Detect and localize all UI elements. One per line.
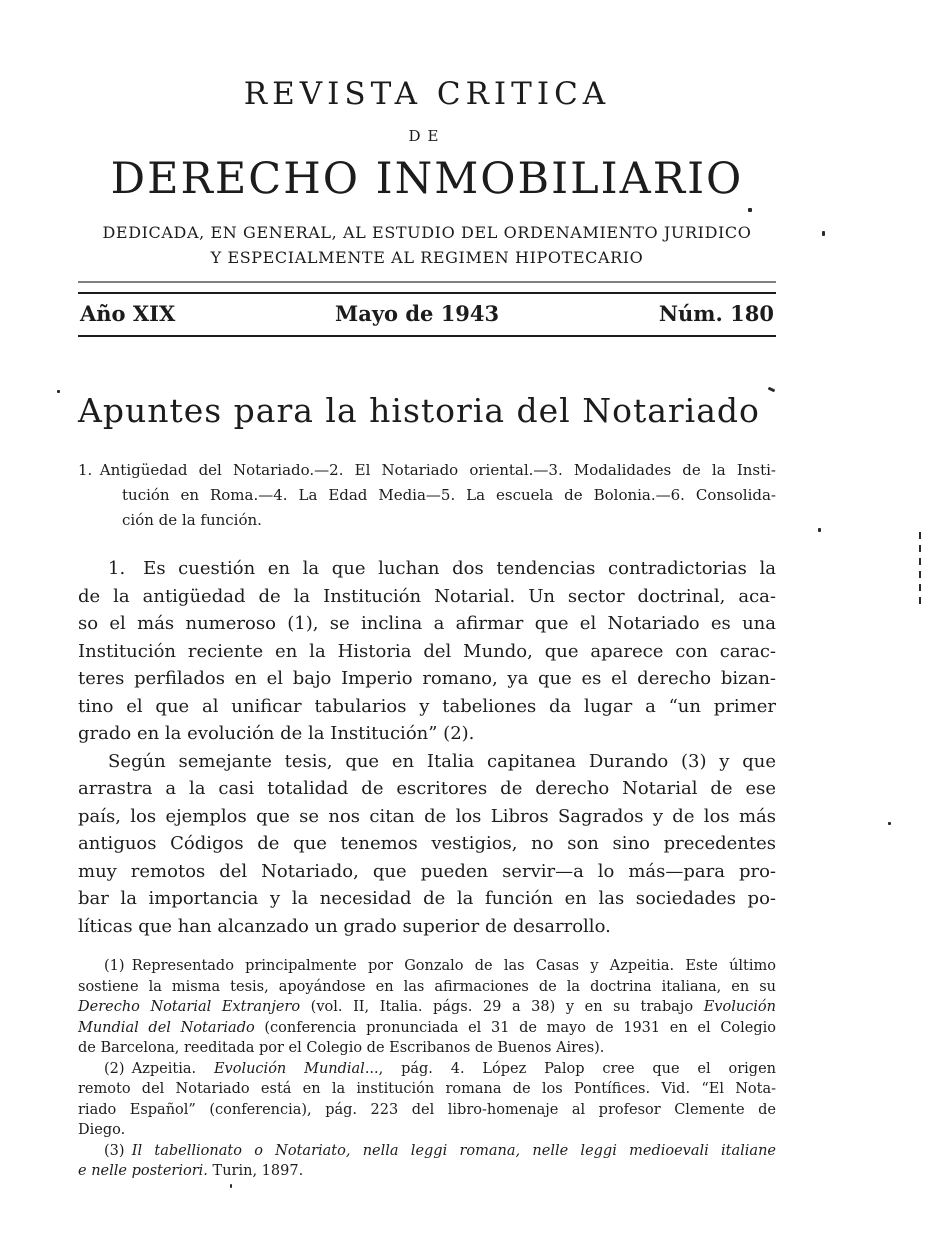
- issue-date: Mayo de 1943: [334, 301, 500, 326]
- issue-number: Núm. 180: [658, 301, 774, 326]
- scan-artifact-dot: [822, 231, 825, 236]
- scan-artifact-dashed-line: [919, 532, 921, 606]
- journal-title-line1: REVISTA CRITICA: [243, 76, 611, 112]
- scan-artifact-dot: [230, 1184, 232, 1188]
- article-title: Apuntes para la historia del Notariado: [78, 391, 760, 430]
- scan-artifact-dot: [818, 528, 821, 532]
- journal-subtitle-line1: DEDICADA, EN GENERAL, AL ESTUDIO DEL ORDENAMIENTO JURIDICO: [102, 223, 752, 242]
- issue-bar: [78, 281, 776, 337]
- footnotes-block: [78, 956, 776, 1182]
- rule-bottom: [78, 335, 776, 337]
- paragraph-2: Según semejante tesis, que en Italia capitanea Durando (3) y que arrastra a la casi totalidad de escritores de derecho Notarial de ese país, los ejemplos que se nos citan de los Libros Sagrados y de los más antiguos Códigos de que tenemos vestigios, no son sino precedentes muy remotos del Notariado, que pueden servir—a lo más—para pro- bar la importancia y la necesidad de la función en las sociedades po- líticas que han alcanzado un grado superior de desarrollo.: [78, 750, 776, 937]
- scan-artifact-dot: [748, 208, 752, 212]
- footnote-3: (3) Il tabellionato o Notariato, nella leggi romana, nelle leggi medioevali italiane e nelle posteriori. Turin, 1897.: [78, 1142, 776, 1179]
- journal-masthead: [78, 76, 776, 270]
- rule-faint: [78, 281, 776, 283]
- scan-artifact-dot: [57, 390, 60, 393]
- footnote-2: (2) Azpeitia. Evolución Mundial..., pág. 4. López Palop cree que el origen remoto del Notariado está en la institución romana de los Pontífices. Vid. “El Nota- riado Español” (conferencia), pág. 223 del libro-homenaje al profesor Clemente de Diego.: [78, 1060, 776, 1138]
- scan-artifact-dot: [888, 822, 891, 825]
- article-summary: 1. Antigüedad del Notariado.—2. El Notariado oriental.—3. Modalidades de la Insti- tución en Roma.—4. La Edad Media—5. La escuela de Bolonia.—6. Consolida- ción de la función.: [78, 461, 776, 529]
- journal-title-de: DE: [408, 127, 446, 145]
- footnote-1: (1) Representado principalmente por Gonzalo de las Casas y Azpeitia. Este último sostiene la misma tesis, apoyándose en las afirmaciones de la doctrina italiana, en su Derecho Notarial Extranjero (vol. II, Italia. págs. 29 a 38) y en su trabajo Evolución Mundial del Notariado (conferencia pronunciada el 31 de mayo de 1931 en el Colegio de Barcelona, reeditada por el Colegio de Escribanos de Buenos Aires).: [78, 958, 777, 1056]
- journal-subtitle-line2: Y ESPECIALMENTE AL REGIMEN HIPOTECARIO: [210, 248, 644, 267]
- issue-volume: Año XIX: [80, 301, 176, 326]
- paragraph-1: 1. Es cuestión en la que luchan dos tendencias contradictorias la de la antigüedad de la Institución Notarial. Un sector doctrinal, aca- so el más numeroso (1), se inclina a afirmar que el Notariado es una Institución reciente en la Historia del Mundo, que aparece con carac- teres perfilados en el bajo Imperio romano, ya que es el derecho bizan- tino el que al unificar tabularios y tabeliones da lugar a “un primer grado en la evolución de la Institución” (2).: [78, 558, 776, 744]
- journal-title-main: DERECHO INMOBILIARIO: [110, 154, 744, 204]
